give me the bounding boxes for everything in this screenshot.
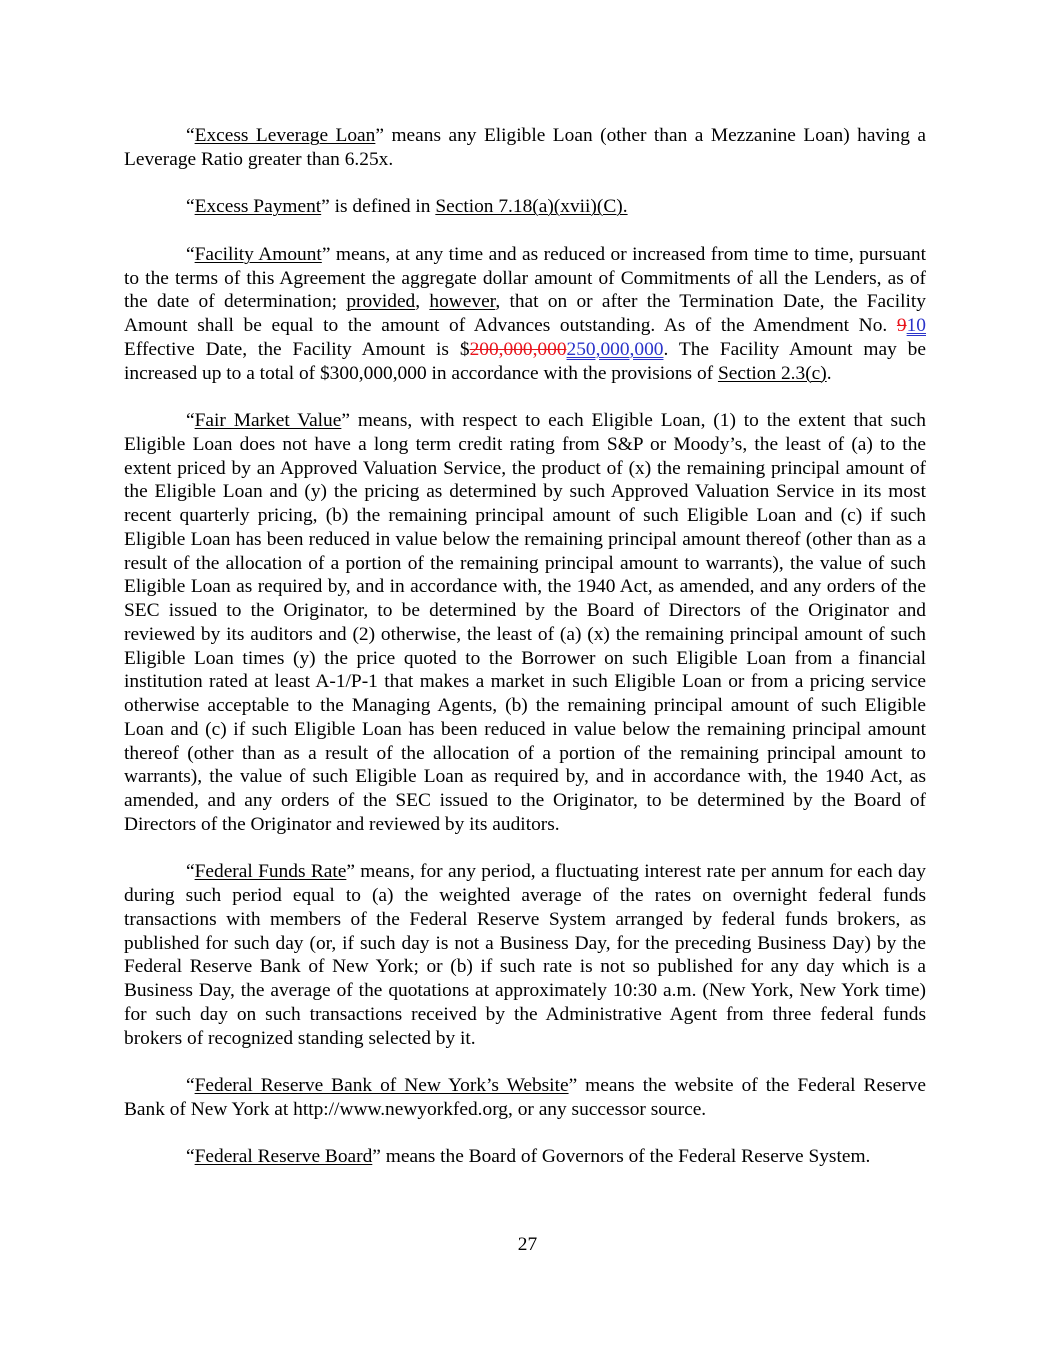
close-quote: ” bbox=[321, 243, 331, 265]
open-quote: “ bbox=[186, 243, 195, 265]
open-quote: “ bbox=[186, 410, 195, 431]
definition-body-part: , that on or after the Termination Date, the Facility Amount shall be equal to the amount of Advances outstanding. As of the Amendment No. bbox=[124, 291, 926, 336]
inserted-amendment-number: 10 bbox=[906, 315, 926, 336]
close-quote: ” bbox=[375, 125, 384, 146]
defined-term: Federal Funds Rate bbox=[194, 861, 347, 883]
section-reference: Section 2.3(c) bbox=[717, 362, 827, 384]
definition-excess-leverage-loan bbox=[124, 124, 926, 172]
close-quote: ” bbox=[346, 861, 355, 883]
definition-body: means the website of the Federal Reserve Bank of New York at http://www.newyorkfed.org, or any successor source. bbox=[124, 1075, 926, 1120]
definition-federal-reserve-board bbox=[124, 1145, 926, 1169]
defined-term: Federal Reserve Board bbox=[194, 1146, 373, 1168]
definition-excess-payment bbox=[124, 195, 926, 219]
open-quote: “ bbox=[186, 196, 195, 218]
definition-body: means the Board of Governors of the Federal Reserve System. bbox=[380, 1146, 871, 1168]
defined-term: Excess Payment bbox=[194, 196, 322, 218]
definition-fair-market-value bbox=[124, 409, 926, 837]
inserted-facility-amount: 250,000,000 bbox=[566, 338, 664, 360]
comma-separator: , bbox=[415, 291, 430, 313]
defined-term: Fair Market Value bbox=[194, 410, 342, 431]
definition-body-part: . bbox=[826, 362, 832, 384]
definition-body-part: means, at any time and as reduced or increased from time to time, pursuant to the terms of this Agreement the aggregate dollar amount of Commitments of all the Lenders, as of the date of determination; bbox=[124, 243, 926, 313]
defined-term: Federal Reserve Bank of New York’s Website bbox=[194, 1075, 569, 1096]
definition-body: is defined in bbox=[329, 196, 436, 218]
deleted-facility-amount: 200,000,000 bbox=[469, 338, 567, 360]
definition-body: means, with respect to each Eligible Loan, (1) to the extent that such Eligible Loan does not have a long term credit rating from S&P or Moody’s, the least of (a) to the extent priced by an Approved Valuation Service, the product of (x) the remaining principal amount of the Eligible Loan and (y) the pricing as determined by such Approved Valuation Service in its most recent quarterly pricing, (b) the remaining principal amount of such Eligible Loan and (c) if such Eligible Loan has been reduced in value below the remaining principal amount thereof (other than as a result of the allocation of a portion of the remaining principal amount to warrants), the value of such Eligible Loan as required by, and in accordance with, the 1940 Act, as amended, and any orders of the SEC issued to the Originator, to be determined by the Board of Directors of the Originator and reviewed by its auditors and (2) otherwise, the least of (a) (x) the remaining principal amount of such Eligible Loan times (y) the price quoted to the Borrower on such Eligible Loan from a financial institution rated at least A-1/P-1 that makes a market in such Eligible Loan or from a pricing service otherwise acceptable to the Managing Agents, (b) the remaining principal amount of such Eligible Loan and (c) if such Eligible Loan has been reduced in value below the remaining principal amount thereof (other than as a result of the allocation of a portion of the remaining principal amount to warrants), the value of such Eligible Loan as required by, and in accordance with, the 1940 Act, as amended, and any orders of the SEC issued to the Originator, to be determined by the Board of Directors of the Originator and reviewed by its auditors. bbox=[124, 410, 926, 835]
definition-body: means, for any period, a fluctuating interest rate per annum for each day during such period equal to (a) the weighted average of the rates on overnight federal funds transactions with members of the Federal Reserve System arranged by federal funds brokers, as published for such day (or, if such day is not a Business Day, for the preceding Business Day) by the Federal Reserve Bank of New York; or (b) if such rate is not so published for any day which is a Business Day, the average of the quotations at approximately 10:30 a.m. (New York, New York time) for such day on such transactions received by the Administrative Agent from three federal funds brokers of recognized standing selected by it. bbox=[124, 861, 926, 1049]
section-reference: Section 7.18(a)(xvii)(C). bbox=[435, 196, 628, 218]
open-quote: “ bbox=[186, 1146, 195, 1168]
close-quote: ” bbox=[321, 196, 330, 218]
close-quote: ” bbox=[341, 410, 350, 431]
open-quote: “ bbox=[186, 861, 195, 883]
document-page bbox=[124, 124, 926, 1193]
definition-frbny-website bbox=[124, 1074, 926, 1122]
defined-term: Facility Amount bbox=[194, 243, 322, 265]
definition-body: means any Eligible Loan (other than a Mezzanine Loan) having a Leverage Ratio greater than 6.25x. bbox=[124, 125, 926, 170]
open-quote: “ bbox=[186, 1075, 195, 1096]
close-quote: ” bbox=[568, 1075, 578, 1096]
defined-term: Excess Leverage Loan bbox=[194, 125, 376, 146]
however-emphasis: however bbox=[429, 291, 496, 313]
definition-federal-funds-rate bbox=[124, 860, 926, 1050]
provided-emphasis: provided bbox=[346, 291, 416, 313]
definition-facility-amount bbox=[124, 243, 926, 386]
open-quote: “ bbox=[186, 125, 195, 146]
deleted-amendment-number: 9 bbox=[896, 315, 907, 336]
page-number: 27 bbox=[517, 1234, 538, 1255]
definition-body-part: Effective Date, the Facility Amount is $ bbox=[124, 338, 470, 360]
definition-body-part: . The Facility Amount may be increased up to a total of $300,000,000 in accordance with the provisions of bbox=[124, 338, 926, 384]
close-quote: ” bbox=[372, 1146, 381, 1168]
